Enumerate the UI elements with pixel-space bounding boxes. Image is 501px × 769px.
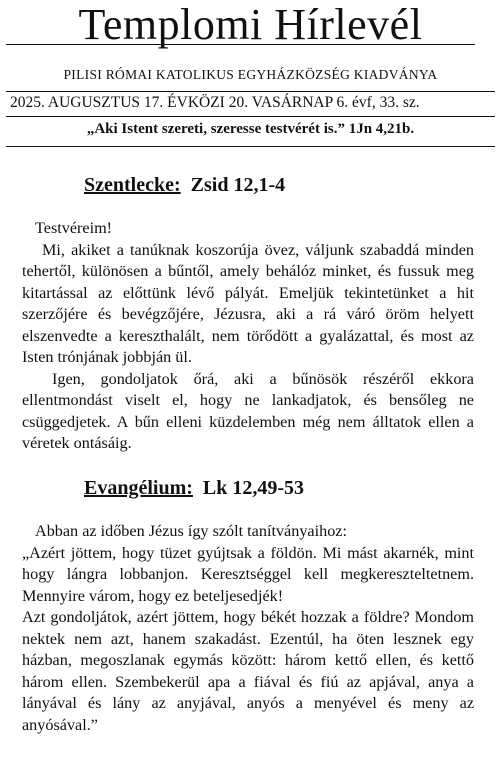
gospel-text [22, 521, 474, 736]
newsletter-title: Templomi Hírlevél [78, 0, 423, 49]
motto: „Aki Istent szereti, szeresse testvérét is.” 1Jn 4,21b. [86, 121, 415, 137]
dateline-top-rule [6, 91, 495, 92]
reading-reference: Lk 12,49-53 [202, 477, 305, 499]
motto-rule [6, 146, 495, 147]
paragraph: Mi, akiket a tanúknak koszorúja övez, váljunk szabaddá minden tehertől, különösen a bűntől, amely behálóz minket, és fussuk meg kitartással az előttünk lévő pályát. Emeljük tekintetünket a hit szerzőjére és bevégzőjére, Jézusra, aki a rá váró öröm helyett elszenvedte a kereszthalált, nem törődött a gyalázattal, és most az Isten trónjának jobbján ül. [22, 240, 474, 366]
reading-heading-epistle [84, 174, 285, 197]
paragraph: Abban az időben Jézus így szólt tanítványaihoz: [35, 522, 347, 540]
epistle-text [22, 218, 474, 455]
reading-label: Evangélium: [84, 477, 193, 499]
clipped-contact-line [26, 85, 446, 89]
reading-label: Szentlecke: [84, 174, 181, 196]
paragraph: Testvéreim! [35, 219, 113, 237]
reading-heading-gospel [84, 477, 304, 500]
publisher-line: PILISI RÓMAI KATOLIKUS EGYHÁZKÖZSÉG KIADVÁNYA [63, 67, 438, 82]
dateline-bottom-rule [6, 116, 495, 117]
paragraph: Igen, gondoljatok őrá, aki a bűnösök részéről ekkora ellentmondást viselt el, hogy ne lankadjatok, és bensőleg ne csüggedjetek. A bűn elleni küzdelemben még nem álltatok ellen a véretek ontásáig. [22, 369, 474, 452]
paragraph: „Azért jöttem, hogy tüzet gyújtsak a földön. Mi mást akarnék, mint hogy lángra lobbanjon. Keresztséggel kell megkereszteltetnem. Mennyire várom, hogy ez beteljesedjék! [22, 543, 474, 605]
reading-reference: Zsid 12,1-4 [190, 174, 286, 196]
paragraph: Azt gondoljátok, azért jöttem, hogy békét hozzak a földre? Mondom nektek nem azt, hanem szakadást. Ezentúl, ha öten lesznek egy házban, megoszlanak egymás között: három kettő ellen, és kettő három ellen. Szembekerül apa a fiával és fiú az apjával, anya a lányával és lány az anyjával, anyós a menyével és meny az anyósával.” [22, 608, 474, 734]
title-rule [6, 44, 475, 45]
issue-dateline: 2025. AUGUSZTUS 17. ÉVKÖZI 20. VASÁRNAP 6. évf, 33. sz. [10, 94, 420, 111]
